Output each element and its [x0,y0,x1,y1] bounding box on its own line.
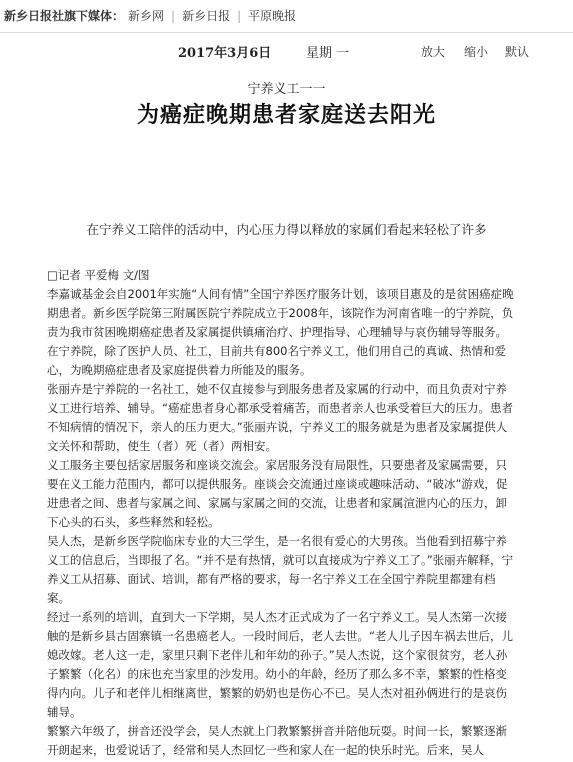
top-nav-bar [0,0,573,33]
paragraph: 繁繁六年级了，拼音还没学会，吴人杰就上门教繁繁拼音并陪他玩耍。时间一长，繁繁逐渐开朗起来，也爱说话了，经常和吴人杰回忆一些和家人在一起的快乐时光。后来，吴人 [47,724,507,757]
divider: | [171,9,176,23]
link-pingyuan-evening[interactable]: 平原晚报 [248,9,297,23]
zoom-in-button[interactable]: 放大 [421,45,446,59]
date-toolbar [0,32,573,68]
paragraph: 义工服务主要包括家居服务和座谈交流会。家居服务没有局限性，只要患者及家属需要，只要在义工能力范围内，都可以提供服务。座谈会交流通过座谈或趣味活动、“破冰”游戏，促进患者之间、患者与家属之间、家属与家属之间的交流，让患者和家属渲泄内心的压力，卸下心头的石头，多些释然和轻松。 [47,458,508,529]
issue-weekday: 星期 一 [306,46,350,61]
byline: □记者 平爱梅 文/图 [47,268,150,282]
paragraph: 经过一系列的培训，直到大一下学期，吴人杰才正式成为了一名宁养义工。吴人杰第一次接触的是新乡县古固寨镇一名患癌老人。一段时间后，老人去世。“老人儿子因车祸去世后，儿媳改嫁。老人这一走，家里只剩下老伴儿和年幼的孙子。”吴人杰说，这个家很贫穷，老人孙子繁繁（化名）的床也充当家里的沙发用。幼小的年龄，经历了那么多不幸，繁繁的性格变得内向。儿子和老伴儿相继离世，繁繁的奶奶也是伤心不已。吴人杰对祖孙俩进行的是哀伤辅导。 [47,610,513,719]
brand-label: 新乡日报社旗下媒体： [4,9,125,23]
article-body [47,266,517,760]
paragraph: 吴人杰，是新乡医学院临床专业的大三学生，是一名很有爱心的大男孩。当他看到招募宁养义工的信息后，当即报了名。“并不是有热情，就可以直接成为宁养义工了。”张丽卉解释，宁养义工从招募、面试、培训，都有严格的要求，每一名宁养义工在全国宁养院里都建有档案。 [47,534,514,605]
media-links [128,0,296,32]
article-kicker: 宁养义工一一 [247,82,326,97]
zoom-out-button[interactable]: 缩小 [464,45,489,59]
link-xinxiang-net[interactable]: 新乡网 [128,9,165,23]
paragraph: 张丽卉是宁养院的一名社工，她不仅直接参与到服务患者及家属的行动中，而且负责对宁养义工进行培养、辅导。“癌症患者身心都承受着痛苦，而患者亲人也承受着巨大的压力。患者不知病情的情况下，亲人的压力更大。”张丽卉说，宁养义工的服务就是为患者及家属提供人文关怀和帮助，使生（者）死（者）两相安。 [47,382,513,453]
default-size-button[interactable]: 默认 [505,45,530,59]
divider: | [237,9,242,23]
article-title: 为癌症晚期患者家庭送去阳光 [136,103,436,128]
photo-caption: 在宁养义工陪伴的活动中，内心压力得以释放的家属们看起来轻松了许多 [86,222,487,237]
paragraph: 在宁养院，除了医护人员、社工，目前共有800名宁养义工，他们用自己的真诚、热情和爱心，为晚期癌症患者及家庭提供着力所能及的服务。 [47,344,506,377]
paragraph: 李嘉诚基金会自2001年实施“人间有情”全国宁养医疗服务计划，该项目惠及的是贫困癌症晚期患者。新乡医学院第三附属医院宁养院成立于2008年，该院作为河南省唯一的宁养院，负责为我市贫困晚期癌症患者及家属提供镇痛治疗、护理指导、心理辅导与哀伤辅导等服务。 [47,287,514,339]
issue-date: 2017年3月6日 [178,46,272,61]
link-xinxiang-daily[interactable]: 新乡日报 [182,9,231,23]
